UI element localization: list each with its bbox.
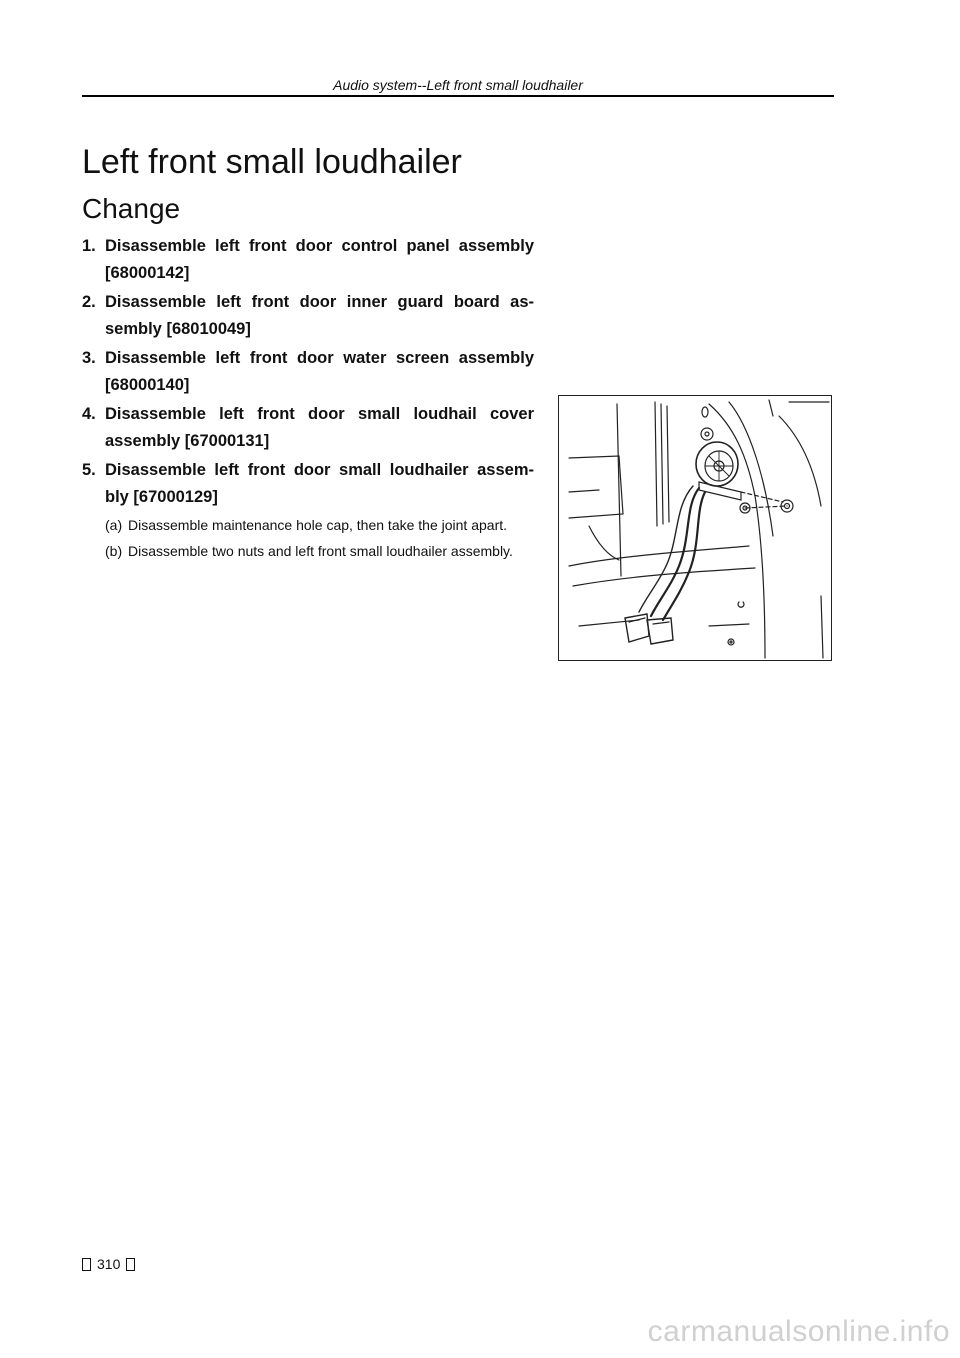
- header-rule: [82, 95, 834, 97]
- watermark: carmanualsonline.info: [647, 1315, 950, 1348]
- section-title: Change: [82, 193, 181, 224]
- step-number: 4.: [82, 405, 96, 423]
- page-title: Left front small loudhailer: [82, 143, 462, 181]
- substep-text: Disassemble two nuts and left front small loudhailer assembly.: [128, 543, 513, 559]
- step-4: [82, 401, 534, 455]
- step-number: 1.: [82, 237, 96, 255]
- step-number: 5.: [82, 461, 96, 479]
- substep-text: Disassemble maintenance hole cap, then take the joint apart.: [128, 517, 508, 533]
- loudhailer-diagram: [558, 395, 832, 661]
- substep-label: (b): [105, 543, 123, 559]
- running-header: Audio system--Left front small loudhailer: [333, 77, 583, 93]
- substeps: [82, 513, 534, 563]
- door-speaker-illustration: [559, 396, 831, 660]
- step-text: Disassemble left front door small loudhailer assem-bly [67000129]: [105, 461, 534, 506]
- substep-b: [105, 539, 534, 563]
- step-text: Disassemble left front door control panel assembly [68000142]: [105, 237, 534, 282]
- substep-a: [105, 513, 534, 537]
- step-number: 2.: [82, 293, 96, 311]
- step-text: Disassemble left front door water screen assembly [68000140]: [105, 349, 534, 394]
- step-5: [82, 457, 534, 511]
- procedure-steps: [82, 233, 534, 563]
- step-text: Disassemble left front door inner guard board as-sembly [68010049]: [105, 293, 534, 338]
- substep-label: (a): [105, 517, 123, 533]
- step-3: [82, 345, 534, 399]
- step-number: 3.: [82, 349, 96, 367]
- box-glyph-icon: [126, 1258, 135, 1271]
- step-2: [82, 289, 534, 343]
- step-text: Disassemble left front door small loudhail cover assembly [67000131]: [105, 405, 534, 450]
- step-1: [82, 233, 534, 287]
- page-number: 310: [97, 1256, 121, 1272]
- page-footer: [82, 1256, 135, 1272]
- box-glyph-icon: [82, 1258, 91, 1271]
